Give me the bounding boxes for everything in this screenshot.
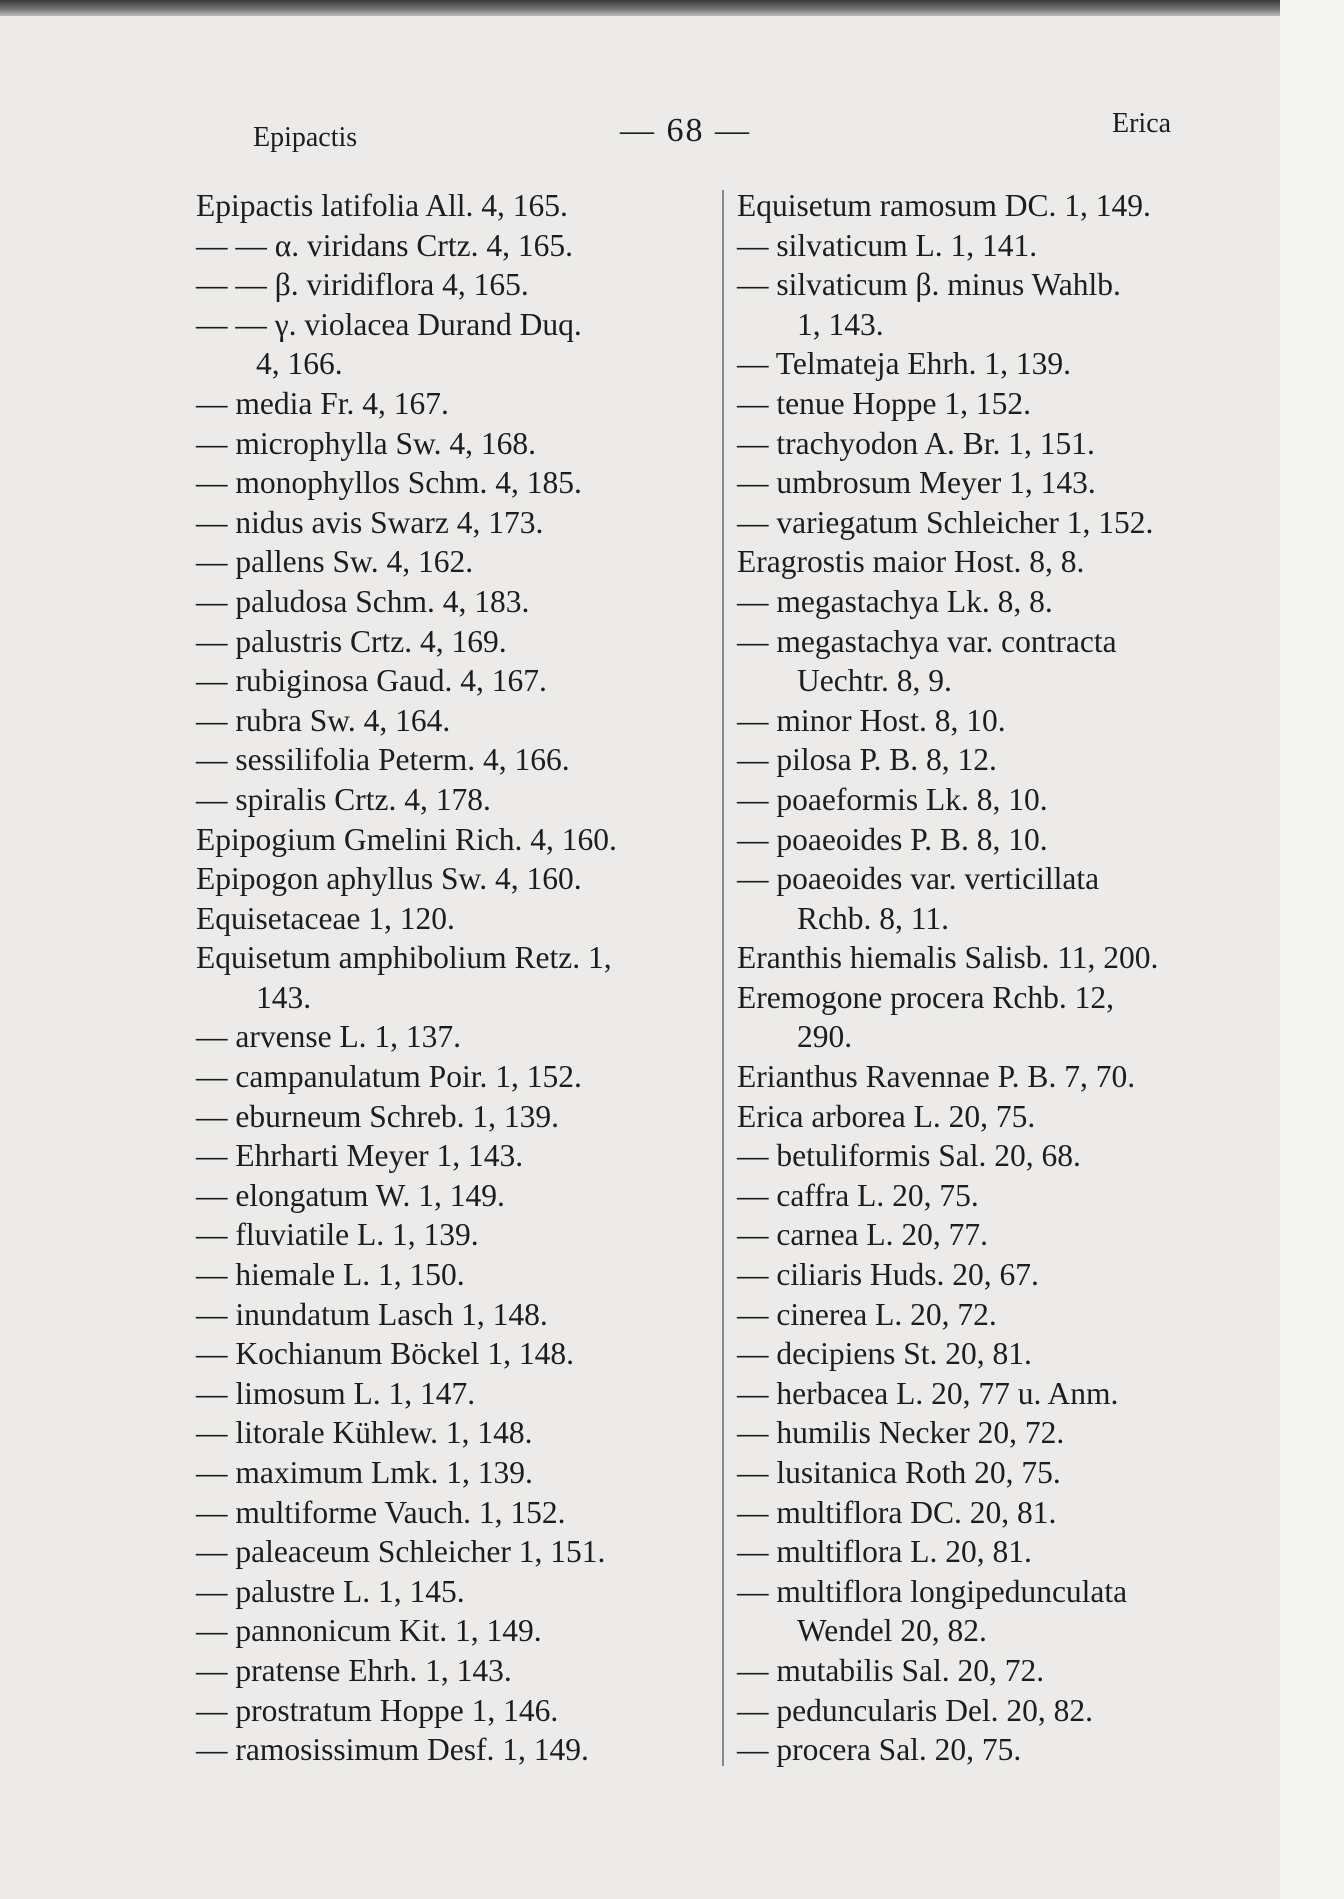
index-entry: 290. (797, 1019, 853, 1055)
index-entry: — nidus avis Swarz 4, 173. (196, 504, 544, 540)
index-entry: — pannonicum Kit. 1, 149. (196, 1613, 542, 1649)
index-entry: — microphylla Sw. 4, 168. (196, 425, 537, 461)
running-header (0, 108, 1280, 158)
index-entry: — umbrosum Meyer 1, 143. (737, 465, 1096, 501)
index-entry: — limosum L. 1, 147. (196, 1375, 476, 1411)
index-entry: — rubiginosa Gaud. 4, 167. (196, 663, 547, 699)
page-number: — 68 — (620, 112, 751, 149)
index-entry: — megastachya Lk. 8, 8. (737, 583, 1053, 619)
index-entry: — multiflora longipedunculata (737, 1573, 1128, 1609)
index-entry: — procera Sal. 20, 75. (737, 1732, 1022, 1768)
index-entry: — arvense L. 1, 137. (196, 1019, 462, 1055)
index-entry: — pratense Ehrh. 1, 143. (196, 1652, 512, 1688)
index-column-left (196, 186, 716, 1770)
index-entry: Equisetaceae 1, 120. (196, 900, 455, 936)
index-entry: — peduncularis Del. 20, 82. (737, 1692, 1094, 1728)
index-entry: — maximum Lmk. 1, 139. (196, 1455, 533, 1490)
index-entry: Uechtr. 8, 9. (797, 663, 952, 699)
index-entry: — Telmateja Ehrh. 1, 139. (737, 346, 1072, 382)
index-entry: — Ehrharti Meyer 1, 143. (196, 1138, 524, 1174)
index-entry: Wendel 20, 82. (797, 1613, 987, 1649)
index-entry: — spiralis Crtz. 4, 178. (196, 781, 491, 817)
index-entry: Equisetum ramosum DC. 1, 149. (737, 188, 1151, 223)
index-entry: — elongatum W. 1, 149. (196, 1177, 505, 1213)
index-entry: — paludosa Schm. 4, 183. (196, 583, 530, 619)
index-entry: — palustre L. 1, 145. (196, 1573, 465, 1609)
index-entry: — Kochianum Böckel 1, 148. (196, 1336, 574, 1372)
index-entry: — sessilifolia Peterm. 4, 166. (196, 742, 570, 778)
index-entry: — pilosa P. B. 8, 12. (737, 742, 997, 778)
index-entry: — litorale Kühlew. 1, 148. (196, 1415, 533, 1451)
index-entry: — eburneum Schreb. 1, 139. (196, 1098, 560, 1134)
index-entry: Epipogium Gmelini Rich. 4, 160. (196, 821, 617, 857)
index-entry: — hiemale L. 1, 150. (196, 1257, 465, 1293)
index-entry: — variegatum Schleicher 1, 152. (737, 504, 1154, 540)
index-entry: — lusitanica Roth 20, 75. (737, 1455, 1061, 1490)
index-entry: — minor Host. 8, 10. (737, 702, 1006, 738)
index-entry: — betuliformis Sal. 20, 68. (737, 1138, 1081, 1174)
index-column-right (737, 186, 1267, 1770)
index-entry: Rchb. 8, 11. (797, 900, 949, 936)
index-entry: Eremogone procera Rchb. 12, (737, 979, 1114, 1015)
index-entry: — multiflora DC. 20, 81. (737, 1494, 1057, 1530)
index-entry: — campanulatum Poir. 1, 152. (196, 1059, 582, 1095)
index-entry: Eranthis hiemalis Salisb. 11, 200. (737, 940, 1159, 976)
index-entry: — poaeoides P. B. 8, 10. (737, 821, 1048, 857)
index-entry: — decipiens St. 20, 81. (737, 1336, 1032, 1372)
index-entry: Erica arborea L. 20, 75. (737, 1098, 1036, 1134)
index-entry: — prostratum Hoppe 1, 146. (196, 1692, 559, 1728)
index-entry: — media Fr. 4, 167. (196, 385, 449, 421)
header-left-keyword: Epipactis (253, 122, 358, 153)
index-entry: — multiforme Vauch. 1, 152. (196, 1494, 566, 1530)
index-entry: — poaeformis Lk. 8, 10. (737, 781, 1048, 817)
scan-right-margin (1280, 0, 1344, 1899)
index-entry: — herbacea L. 20, 77 u. Anm. (737, 1375, 1119, 1411)
index-entry: Eragrostis maior Host. 8, 8. (737, 544, 1085, 580)
index-entry: — paleaceum Schleicher 1, 151. (196, 1534, 606, 1570)
header-right-keyword: Erica (1112, 108, 1172, 139)
index-entry: — fluviatile L. 1, 139. (196, 1217, 479, 1253)
index-entry: — tenue Hoppe 1, 152. (737, 385, 1031, 421)
index-entry: 4, 166. (256, 346, 343, 382)
index-entry: — silvaticum β. minus Wahlb. (737, 267, 1121, 303)
index-entry: — multiflora L. 20, 81. (737, 1534, 1032, 1570)
index-entry: — ramosissimum Desf. 1, 149. (196, 1732, 589, 1768)
index-entry: Epipactis latifolia All. 4, 165. (196, 188, 568, 223)
index-entry: Erianthus Ravennae P. B. 7, 70. (737, 1059, 1136, 1095)
index-entry: — humilis Necker 20, 72. (737, 1415, 1065, 1451)
index-entry: — silvaticum L. 1, 141. (737, 227, 1038, 263)
index-entry: — trachyodon A. Br. 1, 151. (737, 425, 1095, 461)
index-entry: — palustris Crtz. 4, 169. (196, 623, 507, 659)
index-entry: — inundatum Lasch 1, 148. (196, 1296, 548, 1332)
index-entry: — poaeoides var. verticillata (737, 861, 1100, 897)
index-entry: 1, 143. (797, 306, 884, 342)
scan-top-edge (0, 0, 1280, 16)
index-entry: — — α. viridans Crtz. 4, 165. (196, 227, 573, 263)
index-entry: Equisetum amphibolium Retz. 1, (196, 940, 612, 976)
index-entry: — mutabilis Sal. 20, 72. (737, 1652, 1045, 1688)
index-entry: — carnea L. 20, 77. (737, 1217, 989, 1253)
index-entry: Epipogon aphyllus Sw. 4, 160. (196, 861, 582, 897)
index-entry: — pallens Sw. 4, 162. (196, 544, 474, 580)
index-entry: — ciliaris Huds. 20, 67. (737, 1257, 1039, 1293)
index-entry: — — γ. violacea Durand Duq. (196, 306, 582, 342)
index-entry: — — β. viridiflora 4, 165. (196, 267, 529, 303)
index-entry: — caffra L. 20, 75. (737, 1177, 979, 1213)
index-entry: — rubra Sw. 4, 164. (196, 702, 451, 738)
index-entry: — cinerea L. 20, 72. (737, 1296, 997, 1332)
index-entry: 143. (256, 979, 312, 1015)
index-entry: — monophyllos Schm. 4, 185. (196, 465, 582, 501)
index-entry: — megastachya var. contracta (737, 623, 1117, 659)
column-divider (722, 190, 724, 1766)
